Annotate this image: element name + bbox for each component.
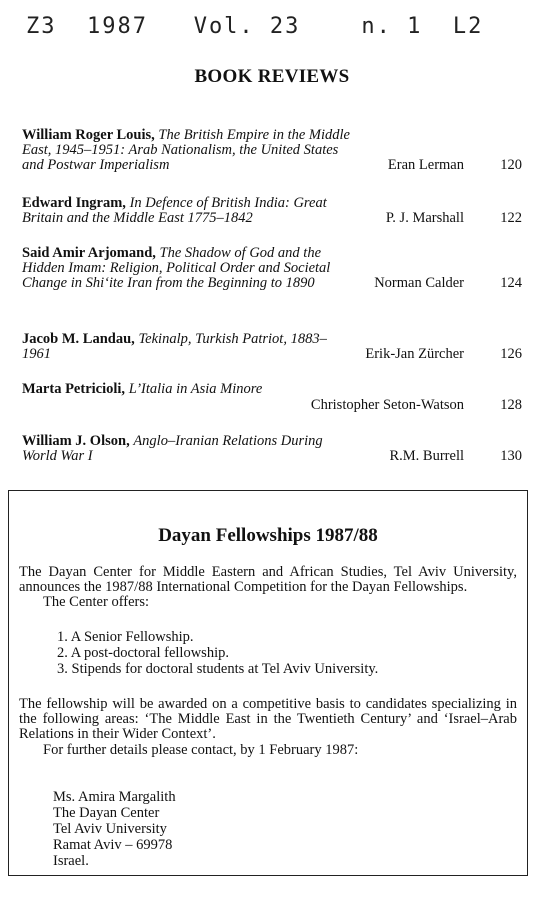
page-number: 120 (500, 157, 522, 173)
review-entry (22, 196, 522, 226)
book-title: In Defence of British India: Great Britain and the Middle East 1775–1842 (22, 195, 327, 226)
review-entry (22, 434, 522, 464)
reviewer-name: Norman Calder (374, 275, 464, 291)
review-entry (22, 332, 522, 362)
review-entry (22, 246, 522, 291)
book-title: L’Italia in Asia Minore (128, 381, 263, 397)
book-title: The British Empire in the Middle East, 1945–1951: Arab Nationalism, the United States and Postwar Imperialism (22, 127, 350, 173)
book-citation (22, 246, 352, 291)
offer-item: 3. Stipends for doctoral students at Tel Aviv University. (57, 661, 379, 677)
address-line: The Dayan Center (53, 805, 160, 821)
fellowship-areas: The fellowship will be awarded on a competitive basis to candidates specializing in the following areas: ‘The Middle East in the Twentieth Century’ and ‘Israel–Arab Relations in their Wider Context’. (19, 696, 517, 742)
page-number: 126 (500, 346, 522, 362)
reviewer-name: R.M. Burrell (389, 448, 464, 464)
contact-address (53, 789, 176, 869)
section-title: BOOK REVIEWS (194, 66, 350, 87)
book-citation (22, 332, 352, 362)
reviewer-name: Eran Lerman (387, 157, 464, 173)
offer-item: 1. A Senior Fellowship. (57, 629, 194, 645)
book-author: Said Amir Arjomand, (22, 245, 156, 261)
offers-list (57, 629, 378, 677)
handwritten-annotation: Z3 1987 Vol. 23 n. 1 L2 (26, 14, 484, 39)
address-line: Ramat Aviv – 69978 (53, 837, 173, 853)
book-citation (22, 196, 352, 226)
book-citation (22, 128, 352, 173)
book-citation (22, 434, 352, 464)
fellowship-title: Dayan Fellowships 1987/88 (158, 525, 378, 546)
reviewer-name: Erik-Jan Zürcher (365, 346, 464, 362)
book-title: The Shadow of God and the Hidden Imam: Religion, Political Order and Societal Change in Shi‘ite Iran from the Beginning to 1890 (22, 245, 331, 291)
book-author: William J. Olson, (22, 433, 130, 449)
book-author: Marta Petricioli, (22, 381, 126, 397)
review-entry (22, 381, 522, 413)
book-title: Anglo–Iranian Relations During World War I (22, 433, 323, 464)
fellowship-announcement-box (8, 490, 528, 876)
offer-item: 2. A post-doctoral fellowship. (57, 645, 229, 661)
address-line: Ms. Amira Margalith (53, 789, 176, 805)
contact-instructions: For further details please contact, by 1 February 1987: (43, 742, 359, 758)
book-author: William Roger Louis, (22, 127, 155, 143)
offers-heading: The Center offers: (43, 594, 150, 610)
book-title: Tekinalp, Turkish Patriot, 1883–1961 (22, 331, 327, 362)
reviewer-name: Christopher Seton-Watson (310, 397, 464, 413)
book-citation (22, 382, 422, 397)
book-author: Jacob M. Landau, (22, 331, 135, 347)
page-number: 122 (500, 210, 522, 226)
page-number: 128 (500, 397, 522, 413)
reviewer-name: P. J. Marshall (385, 210, 464, 226)
page-number: 130 (500, 448, 522, 464)
review-entry (22, 128, 522, 173)
fellowship-intro: The Dayan Center for Middle Eastern and African Studies, Tel Aviv University, announces the 1987/88 International Competition for the Dayan Fellowships. (19, 564, 517, 595)
book-author: Edward Ingram, (22, 195, 126, 211)
address-line: Israel. (53, 853, 89, 869)
address-line: Tel Aviv University (53, 821, 167, 837)
page-number: 124 (500, 275, 522, 291)
